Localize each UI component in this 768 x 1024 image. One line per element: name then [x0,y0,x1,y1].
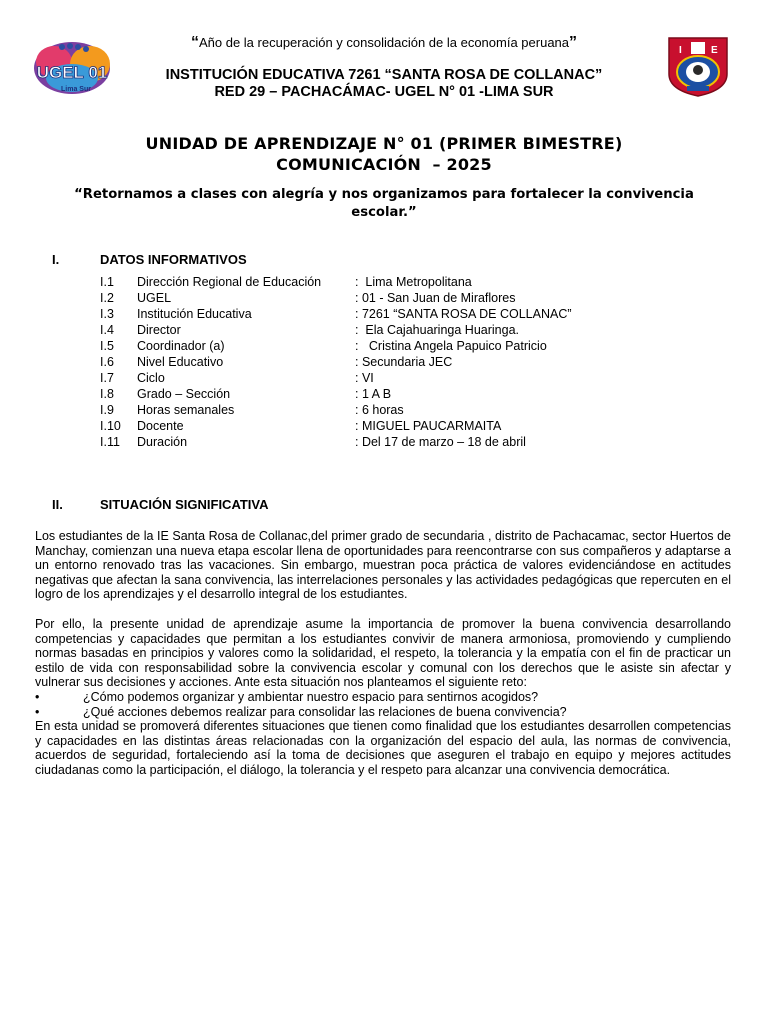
year-motto: “Año de la recuperación y consolidación de la economía peruana” [190,34,578,51]
unit-subtitle: “Retornamos a clases con alegría y nos organizamos para fortalecer la convivencia escolar.” [74,187,694,220]
paragraph-1: Los estudiantes de la IE Santa Rosa de Collanac,del primer grado de secundaria , distrito de Pachacamac, sector Huertos de Manchay, comienzan una nueva etapa escolar llena de oportunidades para reencontrarse con sus compañeros y adaptarse a un entorno renovado tras las vacaciones. Sin embargo, muestran poca práctica de valores evidenciándose en actitudes negativas que afectan la sana convivencia, las interrelaciones personales y las actividades pedagógicas que repercuten en el logro de los aprendizajes y el desarrollo integral de los estudiantes. [35,529,731,602]
paragraph-3: En esta unidad se promoverá diferentes situaciones que tienen como finalidad que los estudiantes desarrollen competencias y capacidades en las distintas áreas relacionadas con la organización del espacio del aula, las normas de convivencia, acuerdos de seguridad, fortaleciendo así la toma de decisiones que aseguren el trabajo en equipo y mejores actitudes ciudadanas como la participación, el diálogo, la tolerancia y el respeto para alcanzar una convivencia democrática. [35,719,731,777]
svg-text:I: I [679,45,682,56]
list-item: • ¿Qué acciones debemos realizar para consolidar las relaciones de buena convivencia? [35,705,567,719]
institution-network: RED 29 – PACHACÁMAC- UGEL N° 01 -LIMA SUR [214,84,554,100]
institution-name: INSTITUCIÓN EDUCATIVA 7261 “SANTA ROSA DE COLLANAC” [165,67,603,83]
bullet-icon: • [35,705,40,719]
svg-text:E: E [711,45,718,56]
section-heading-situacion: II. SITUACIÓN SIGNIFICATIVA [52,497,269,512]
institution-header [0,67,768,101]
svg-text:UGEL 01: UGEL 01 [36,63,108,82]
svg-text:Lima Sur: Lima Sur [61,86,91,93]
paragraph-2: Por ello, la presente unidad de aprendizaje asume la importancia de promover la buena convivencia desarrollando competencias y capacidades que permitan a los estudiantes convivir de manera armoniosa, promoviendo y cumpliendo normas basadas en principios y valores como la solidaridad, el respeto, la tolerancia y la empatía con el fin de practicar un estilo de vida con responsabilidad sobre la convivencia escolar y comunal con los derechos que le asiste sin afectar y vulnerar sus decisiones y acciones. Ante esta situación nos planteamos el siguiente reto: [35,617,731,690]
unit-title: UNIDAD DE APRENDIZAJE N° 01 (PRIMER BIMESTRE) COMUNICACIÓN – 2025 [145,134,623,174]
section-heading-datos: I. DATOS INFORMATIVOS [52,252,247,267]
bullet-icon: • [35,690,40,704]
list-item: • ¿Cómo podemos organizar y ambientar nuestro espacio para sentirnos acogidos? [35,690,539,704]
document-page: UGEL 01 Lima Sur I E “Año de la recuperación y consolidación de la economía peruana” INSTITUCIÓN EDUCATIVA 7261 “SANTA ROSA DE COLLANAC” RED 29 – PACHACÁMAC- UGEL N° 01 -LIMA SUR UNIDAD DE APRENDIZAJE N° 01 (PRIMER BIMESTRE) COMUNICACIÓN – 2025 “Retornamos a clases con alegría y nos organizamos para fortalecer la convivencia escolar.” I. DATOS INFORMATIVOS I.1 Dirección Regional de Educación : Lima Metropolitana I.2 UGEL : 01 - San Juan de Miraflores I.3 Institución Educativa : 7261 “SANTA ROSA DE COLLANAC” I.4 Director : Ela Cajahuaringa Huaringa. I.5 Coordinador (a) : Cristina Angela Papuico Patricio I.6 Nivel Educativo : Secundaria JEC I.7 Ciclo : VI I.8 Grado – Sección : 1 A B I.9 Horas semanales : 6 horas I.10 Docente : MIGUEL PAUCARMAITA I.11 Duración : Del 17 de marzo – 18 de abril II. SITUACIÓN SIGNIFICATIVA Los estudiantes de la IE Santa Rosa de Collanac,del primer grado de secundaria , distrito de Pachacamac, sector Huertos de Manchay, comienzan una nueva etapa escolar llena de oportunidades para reencontrarse con sus compañeros y adaptarse a un entorno renovado tras las vacaciones. Sin embargo, muestran poca práctica de valores evidenciándose en actitudes negativas que afectan la sana convivencia, las interrelaciones personales y las actividades pedagógicas que repercuten en el logro de los aprendizajes y el desarrollo integral de los estudiantes. Por ello, la presente unidad de aprendizaje asume la importancia de promover la buena convivencia desarrollando competencias y capacidades que permitan a los estudiantes convivir de manera armoniosa, promoviendo y cumpliendo normas basadas en principios y valores como la solidaridad, el respeto, la tolerancia y la empatía con el fin de practicar un estilo de vida con responsabilidad sobre la convivencia escolar y comunal con los derechos que le asiste sin afectar y vulnerar sus decisiones y acciones. Ante esta situación nos planteamos el siguiente reto: • ¿Cómo podemos organizar y ambientar nuestro espacio para sentirnos acogidos? • ¿Qué acciones debemos realizar para consolidar las relaciones de buena convivencia? En esta unidad se promoverá diferentes situaciones que tienen como finalidad que los estudiantes desarrollen competencias y capacidades en las distintas áreas relacionadas con la organización del espacio del aula, las normas de convivencia, acuerdos de seguridad, fortaleciendo así la toma de decisiones que aseguren el trabajo en equipo y mejores actitudes ciudadanas como la participación, el diálogo, la tolerancia y el respeto para alcanzar una convivencia democrática. [0,0,768,1024]
